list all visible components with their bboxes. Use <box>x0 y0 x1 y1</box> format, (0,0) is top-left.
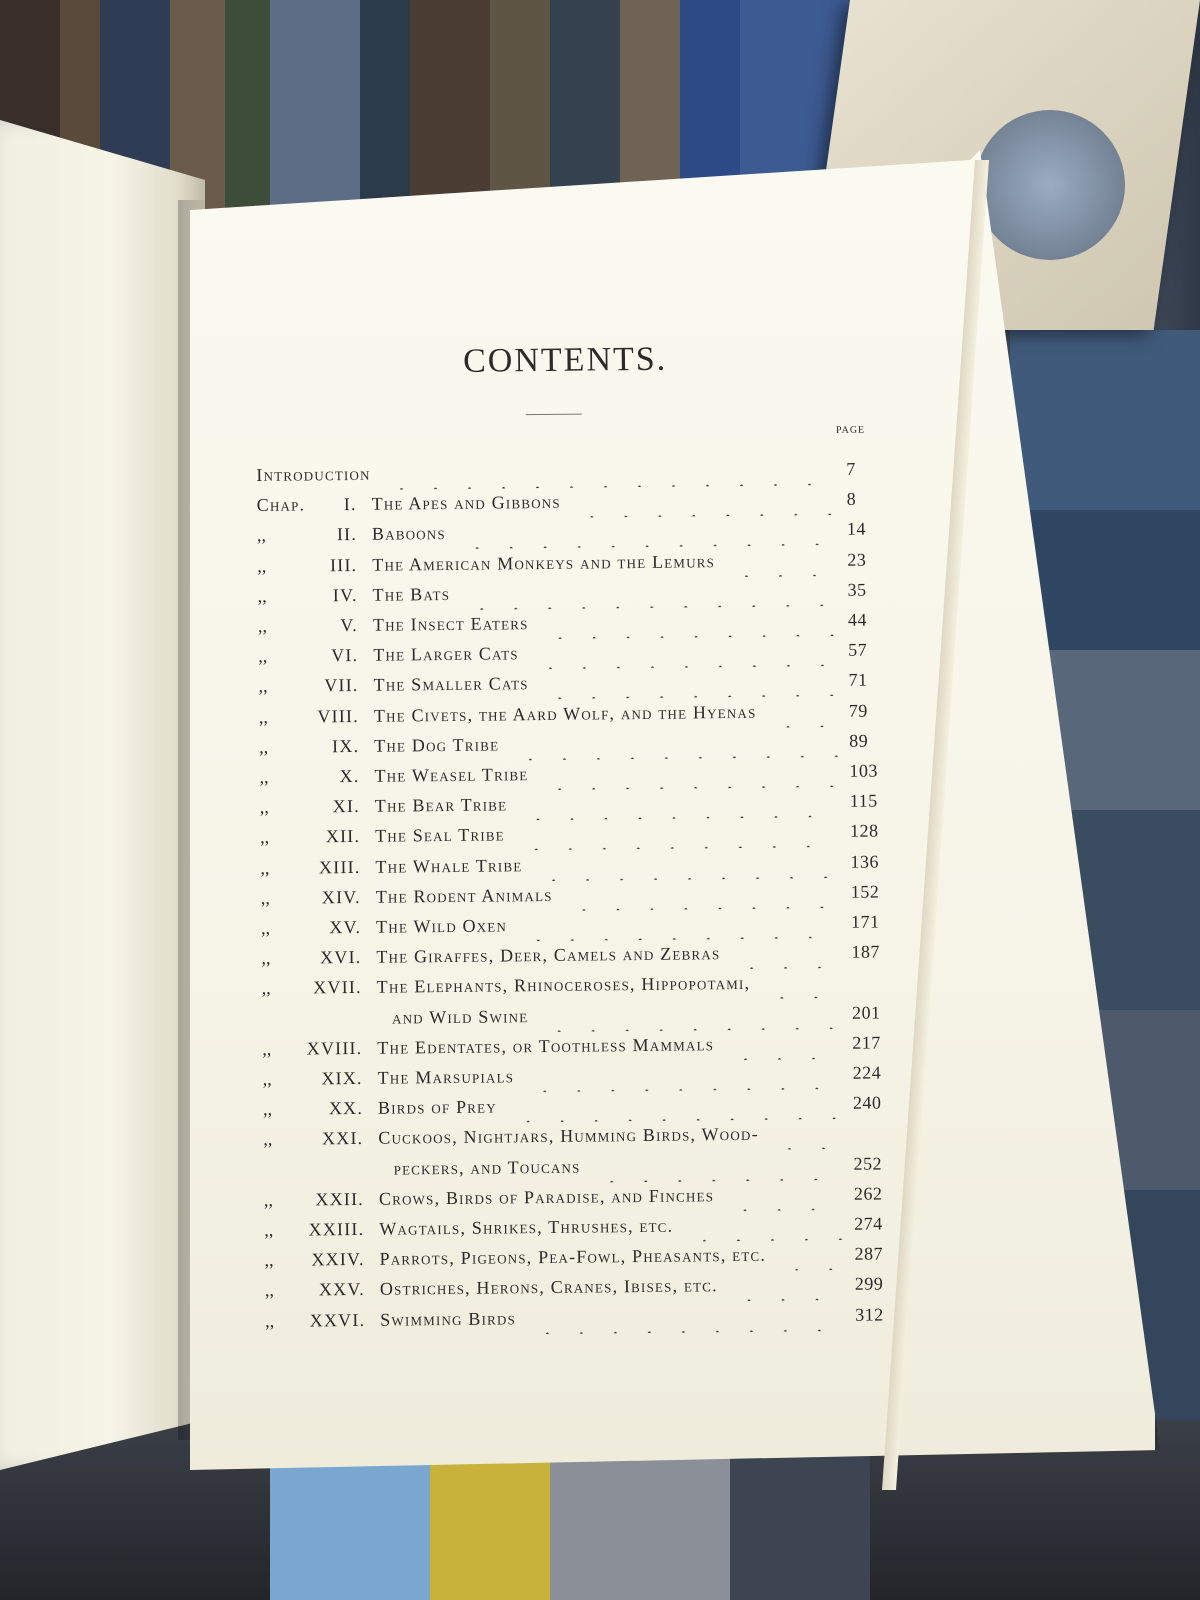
chapter-number: XXVI. <box>309 1309 366 1331</box>
chapter-number: XXII. <box>315 1188 365 1210</box>
page-number: 8 <box>846 488 857 509</box>
chapter-title: Wagtails, Shrikes, Thrushes, etc. <box>379 1215 674 1239</box>
dot-leader <box>533 640 838 669</box>
page-number: 79 <box>848 700 868 721</box>
dot-leader <box>732 1274 845 1301</box>
contents-entry <box>257 549 897 582</box>
contents-entry <box>258 579 898 612</box>
chapter-prefix: Chap. <box>256 494 306 516</box>
dot-leader <box>771 701 839 728</box>
cover-emblem-image <box>975 110 1125 260</box>
ditto-mark: ,, <box>261 917 271 938</box>
dot-leader <box>384 459 836 490</box>
ditto-mark: ,, <box>259 797 269 818</box>
chapter-title: Parrots, Pigeons, Pea-Fowl, Pheasants, etc. <box>379 1244 767 1269</box>
contents-entry <box>260 790 900 823</box>
contents-entry <box>263 1092 903 1125</box>
contents-entry <box>260 851 900 884</box>
page-title: CONTENTS. <box>462 340 668 380</box>
chapter-title: Birds of Prey <box>377 1096 497 1118</box>
chapter-number: XXI. <box>321 1128 364 1149</box>
contents-entry <box>262 972 902 1005</box>
chapter-number: III. <box>329 554 358 575</box>
chapter-title: The Bear Tribe <box>374 794 508 816</box>
contents-entry <box>258 609 898 642</box>
page-number: 23 <box>847 549 867 570</box>
page-column-label: PAGE <box>835 424 866 436</box>
book-spine <box>225 0 270 230</box>
page-number: 224 <box>852 1062 882 1083</box>
dot-leader <box>536 851 840 880</box>
dot-leader <box>521 912 841 941</box>
chapter-number: VII. <box>324 675 359 696</box>
contents-entry <box>264 1213 904 1246</box>
chapter-title: The Civets, the Aard Wolf, and the Hyenas <box>373 701 757 726</box>
page-number: 136 <box>850 851 880 872</box>
ditto-mark: ,, <box>264 1250 274 1271</box>
dot-leader <box>460 519 837 549</box>
page-number: 299 <box>854 1273 884 1295</box>
chapter-title: The Bats <box>372 583 451 605</box>
contents-page <box>255 338 965 1331</box>
chapter-title: The Whale Tribe <box>375 854 523 877</box>
dot-leader <box>765 972 842 999</box>
dot-leader <box>543 610 838 639</box>
contents-entry <box>264 1183 904 1216</box>
page-number: 201 <box>851 1002 881 1023</box>
chapter-title: The Marsupials <box>377 1066 515 1088</box>
ditto-mark: ,, <box>257 555 267 576</box>
chapter-title: The Apes and Gibbons <box>371 491 561 514</box>
contents-entry <box>257 519 897 552</box>
dot-leader <box>542 670 838 699</box>
chapter-title: Ostriches, Herons, Cranes, Ibises, etc. <box>379 1275 718 1300</box>
page-number: 171 <box>850 911 880 932</box>
chapter-number: XX. <box>328 1098 364 1119</box>
chapter-number: IX. <box>332 735 360 757</box>
chapter-title: The Rodent Animals <box>375 884 553 907</box>
ditto-mark: ,, <box>257 615 268 636</box>
dot-leader <box>542 761 839 790</box>
chapter-title: The Edentates, or Toothless Mammals <box>377 1034 715 1058</box>
chapter-number: XIX. <box>321 1067 363 1089</box>
ditto-mark: ,, <box>260 827 270 848</box>
entry-title: Introduction <box>256 463 371 485</box>
chapter-number: IV. <box>332 584 358 605</box>
contents-entry <box>262 1032 902 1065</box>
page-number: 103 <box>849 760 879 781</box>
chapter-number: XII. <box>325 826 361 847</box>
page-number: 287 <box>854 1243 884 1264</box>
dot-leader <box>728 1033 842 1060</box>
dot-leader <box>530 1304 845 1333</box>
ditto-mark: ,, <box>259 766 269 787</box>
chapter-number: XIII. <box>318 856 361 877</box>
contents-entry <box>263 1123 903 1156</box>
contents-entry <box>264 1243 904 1276</box>
chapter-title: Baboons <box>371 523 446 545</box>
contents-entry <box>262 1002 902 1035</box>
page-number: 35 <box>847 579 867 600</box>
dot-leader <box>729 550 837 577</box>
chapter-title: The American Monkeys and the Lemurs <box>372 550 716 575</box>
chapter-number: XVI. <box>320 947 362 968</box>
contents-entry <box>256 458 896 491</box>
contents-entry <box>257 488 897 521</box>
dot-leader <box>728 1184 844 1211</box>
ditto-mark: ,, <box>263 1189 274 1210</box>
dot-leader <box>521 791 840 820</box>
dot-leader <box>779 1244 844 1271</box>
ditto-mark: ,, <box>259 736 269 757</box>
page-number <box>852 972 902 973</box>
chapter-number: V. <box>340 614 359 636</box>
ditto-mark: ,, <box>257 585 267 606</box>
book-spine <box>730 1440 870 1600</box>
contents-entry <box>258 670 898 703</box>
book-spine <box>550 1440 730 1600</box>
page-number <box>853 1123 903 1124</box>
chapter-number: XVII. <box>313 977 362 998</box>
chapter-title: The Wild Oxen <box>375 915 508 937</box>
dot-leader <box>772 1123 843 1150</box>
ditto-mark: ,, <box>258 706 268 727</box>
book-spine <box>360 0 410 230</box>
chapter-title: peckers, and Toucans <box>393 1156 581 1179</box>
contents-entry <box>259 760 899 793</box>
ditto-mark: ,, <box>265 1310 275 1331</box>
chapter-title: Cuckoos, Nightjars, Humming Birds, Wood- <box>378 1124 759 1149</box>
dot-leader <box>734 942 841 969</box>
chapter-number: XXV. <box>318 1279 365 1300</box>
title-rule <box>526 414 582 416</box>
chapter-number: XXIII. <box>308 1218 365 1240</box>
page-number: 89 <box>849 730 869 751</box>
page-number: 14 <box>846 519 867 540</box>
page-number: 128 <box>850 820 879 842</box>
chapter-number: XXIV. <box>311 1249 365 1270</box>
page-number: 252 <box>853 1153 883 1174</box>
dot-leader <box>542 1002 842 1031</box>
page-number: 274 <box>854 1213 883 1234</box>
contents-entry <box>261 881 901 914</box>
page-number: 57 <box>848 639 868 660</box>
page-number: 7 <box>846 458 856 479</box>
page-number: 262 <box>853 1183 883 1204</box>
contents-entry <box>261 941 901 974</box>
chapter-title: and Wild Swine <box>391 1005 529 1028</box>
ditto-mark: ,, <box>258 676 268 697</box>
dot-leader <box>465 580 838 610</box>
contents-entry <box>258 639 898 672</box>
contents-entry <box>260 821 900 854</box>
contents-entry <box>261 911 901 944</box>
page-number: 217 <box>852 1032 881 1053</box>
chapter-title: The Seal Tribe <box>375 824 505 847</box>
chapter-title: The Elephants, Rhinoceroses, Hippopotami, <box>376 973 751 998</box>
dot-leader <box>528 1063 843 1092</box>
chapter-number: VI. <box>331 645 359 666</box>
chapter-title: The Weasel Tribe <box>374 764 529 786</box>
dot-leader <box>519 821 840 850</box>
chapter-number: XVIII. <box>306 1037 363 1059</box>
page-number: 44 <box>847 609 868 630</box>
page-number: 152 <box>850 881 880 902</box>
page-number: 187 <box>851 941 880 962</box>
dot-leader <box>513 731 839 760</box>
chapter-number: X. <box>339 765 360 787</box>
chapter-number: XI. <box>332 796 360 817</box>
page-number: 71 <box>848 669 868 691</box>
book-spine <box>1010 330 1200 510</box>
ditto-mark: ,, <box>256 525 267 546</box>
chapter-number: XIV. <box>321 886 361 908</box>
ditto-mark: ,, <box>262 1099 273 1120</box>
contents-entry <box>264 1153 904 1186</box>
chapter-title: The Insect Eaters <box>372 613 529 635</box>
contents-entry <box>259 730 899 763</box>
ditto-mark: ,, <box>261 948 271 969</box>
contents-entry <box>263 1062 903 1095</box>
ditto-mark: ,, <box>260 857 270 878</box>
chapter-number: I. <box>343 494 357 515</box>
ditto-mark: ,, <box>260 887 270 908</box>
ditto-mark: ,, <box>264 1280 275 1301</box>
chapter-title: Swimming Birds <box>380 1307 517 1330</box>
dot-leader <box>575 489 837 518</box>
ditto-mark: ,, <box>262 1068 272 1089</box>
chapter-number: XV. <box>329 916 362 938</box>
contents-entry <box>259 700 899 733</box>
page-number: 240 <box>852 1092 882 1113</box>
chapter-title: Crows, Birds of Paradise, and Finches <box>378 1185 715 1209</box>
chapter-title: The Giraffes, Deer, Camels and Zebras <box>376 943 721 967</box>
page-number: 115 <box>849 790 878 811</box>
chapter-number: VIII. <box>317 705 359 726</box>
ditto-mark: ,, <box>264 1219 274 1240</box>
ditto-mark: ,, <box>258 646 268 667</box>
dot-leader <box>567 882 841 911</box>
ditto-mark: ,, <box>261 978 271 999</box>
book-spine <box>270 0 360 230</box>
chapter-number: II. <box>336 524 358 545</box>
dot-leader <box>687 1214 844 1242</box>
left-page <box>0 120 205 1470</box>
page-number: 312 <box>855 1304 884 1325</box>
dot-leader <box>511 1093 843 1122</box>
ditto-mark: ,, <box>262 1038 272 1059</box>
chapter-title: The Smaller Cats <box>373 673 529 696</box>
chapter-title: The Dog Tribe <box>374 734 500 756</box>
chapter-title: The Larger Cats <box>373 643 519 665</box>
ditto-mark: ,, <box>263 1129 273 1150</box>
dot-leader <box>595 1153 844 1182</box>
